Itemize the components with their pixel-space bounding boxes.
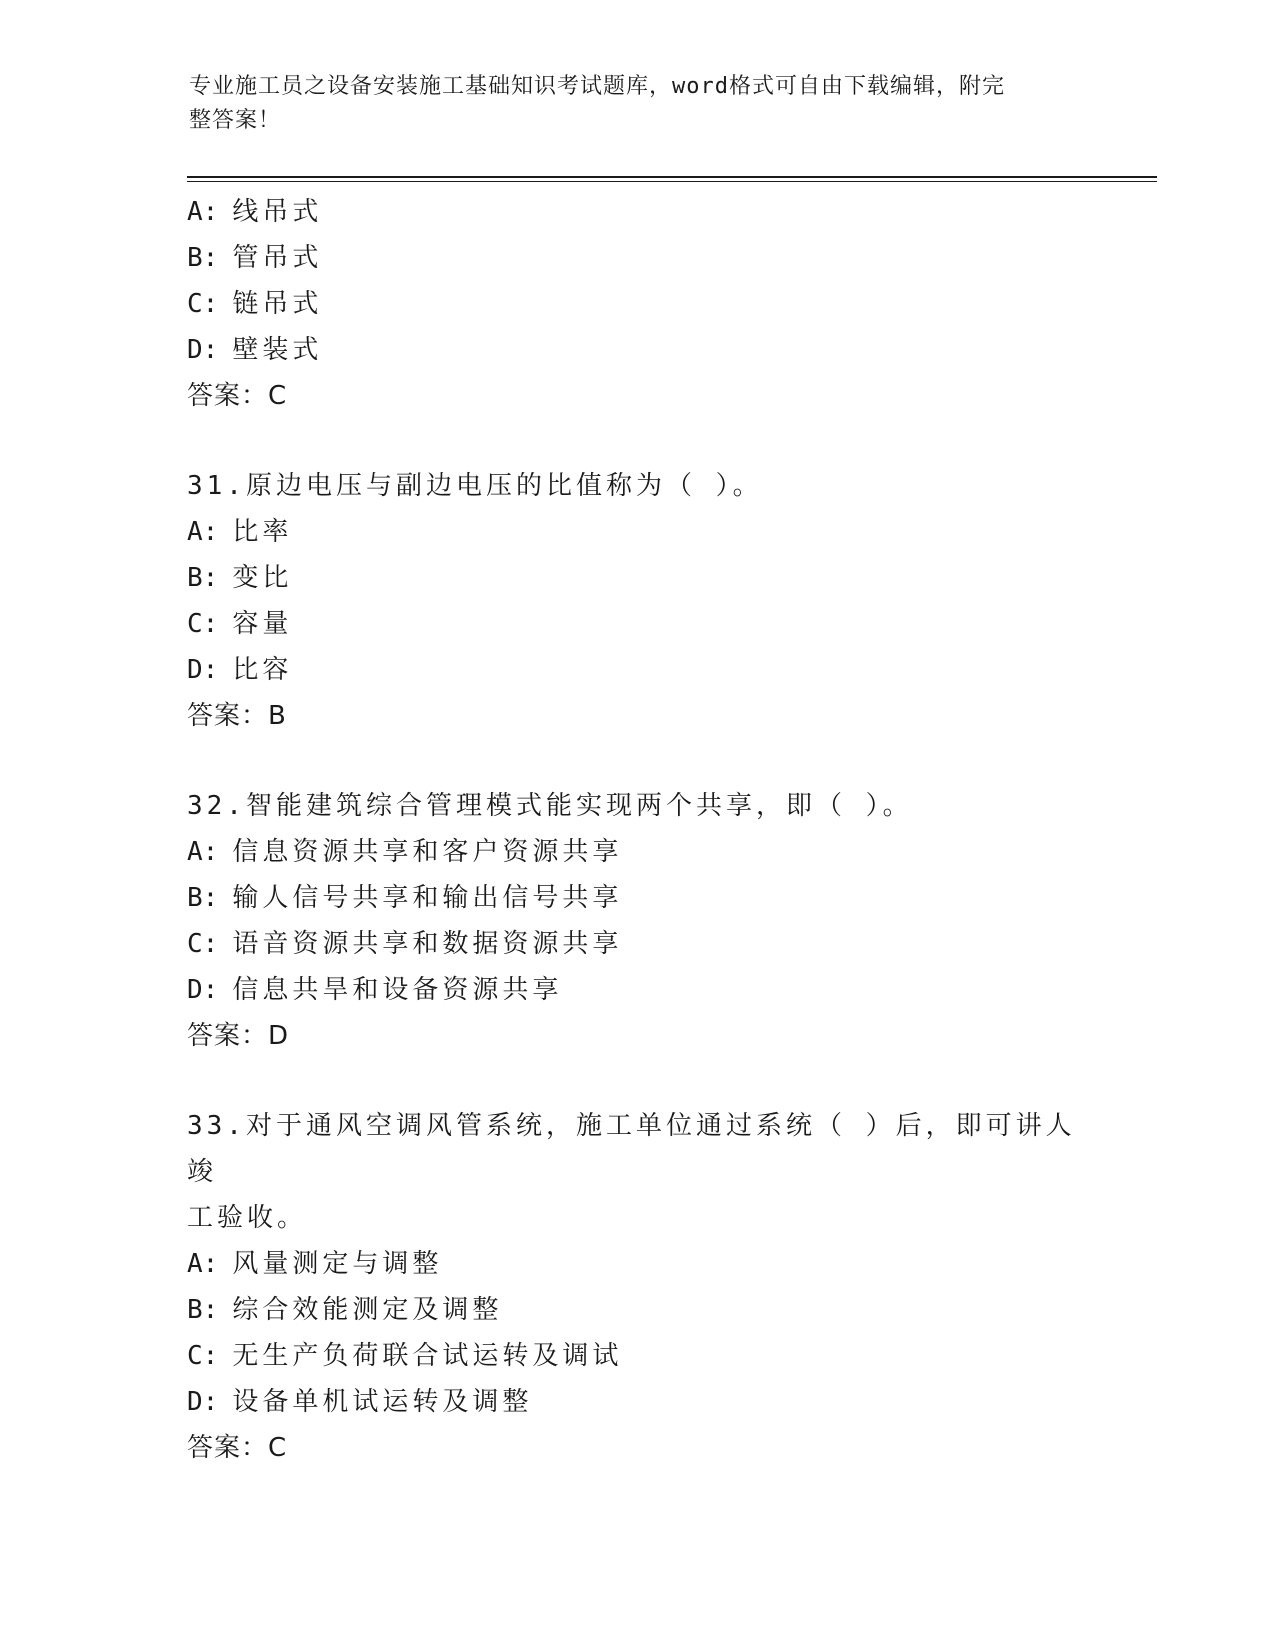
answer-line: 答案：C xyxy=(187,381,288,411)
question-block-31 xyxy=(187,463,1087,739)
question-stem: 31.原边电压与副边电压的比值称为（ ）。 xyxy=(187,471,763,501)
option-b: B: 变比 xyxy=(187,563,293,593)
question-stem-line-2: 工验收。 xyxy=(187,1203,308,1233)
option-a: A: 比率 xyxy=(187,517,293,547)
header-divider-thick xyxy=(187,176,1157,178)
option-c: C: 语音资源共享和数据资源共享 xyxy=(187,929,623,959)
header-line-1: 专业施工员之设备安装施工基础知识考试题库，word格式可自由下载编辑，附完 xyxy=(189,74,1005,99)
question-block-30 xyxy=(187,189,1087,419)
option-a: A: 风量测定与调整 xyxy=(187,1249,443,1279)
option-c: C: 无生产负荷联合试运转及调试 xyxy=(187,1341,623,1371)
answer-line: 答案：D xyxy=(187,1021,290,1051)
option-c: C: 链吊式 xyxy=(187,289,323,319)
option-b: B: 输人信号共享和输出信号共享 xyxy=(187,883,623,913)
option-d: D: 壁装式 xyxy=(187,335,323,365)
option-a: A: 信息资源共享和客户资源共享 xyxy=(187,837,623,867)
question-block-32 xyxy=(187,783,1087,1059)
question-stem-line-1: 33.对于通风空调风管系统，施工单位通过系统（ ）后，即可讲人竣 xyxy=(187,1111,1076,1187)
header-line-2: 整答案！ xyxy=(189,108,282,133)
option-d: D: 信息共旱和设备资源共享 xyxy=(187,975,563,1005)
question-stem: 32.智能建筑综合管理模式能实现两个共享，即（ ）。 xyxy=(187,791,913,821)
option-d: D: 设备单机试运转及调整 xyxy=(187,1387,533,1417)
document-header xyxy=(189,70,1069,138)
option-b: B: 管吊式 xyxy=(187,243,323,273)
option-d: D: 比容 xyxy=(187,655,293,685)
option-b: B: 综合效能测定及调整 xyxy=(187,1295,503,1325)
question-block-33 xyxy=(187,1103,1087,1471)
answer-line: 答案：C xyxy=(187,1433,288,1463)
question-list xyxy=(187,189,1087,1515)
header-divider-thin xyxy=(187,181,1157,182)
option-a: A: 线吊式 xyxy=(187,197,323,227)
answer-line: 答案：B xyxy=(187,701,287,731)
option-c: C: 容量 xyxy=(187,609,293,639)
